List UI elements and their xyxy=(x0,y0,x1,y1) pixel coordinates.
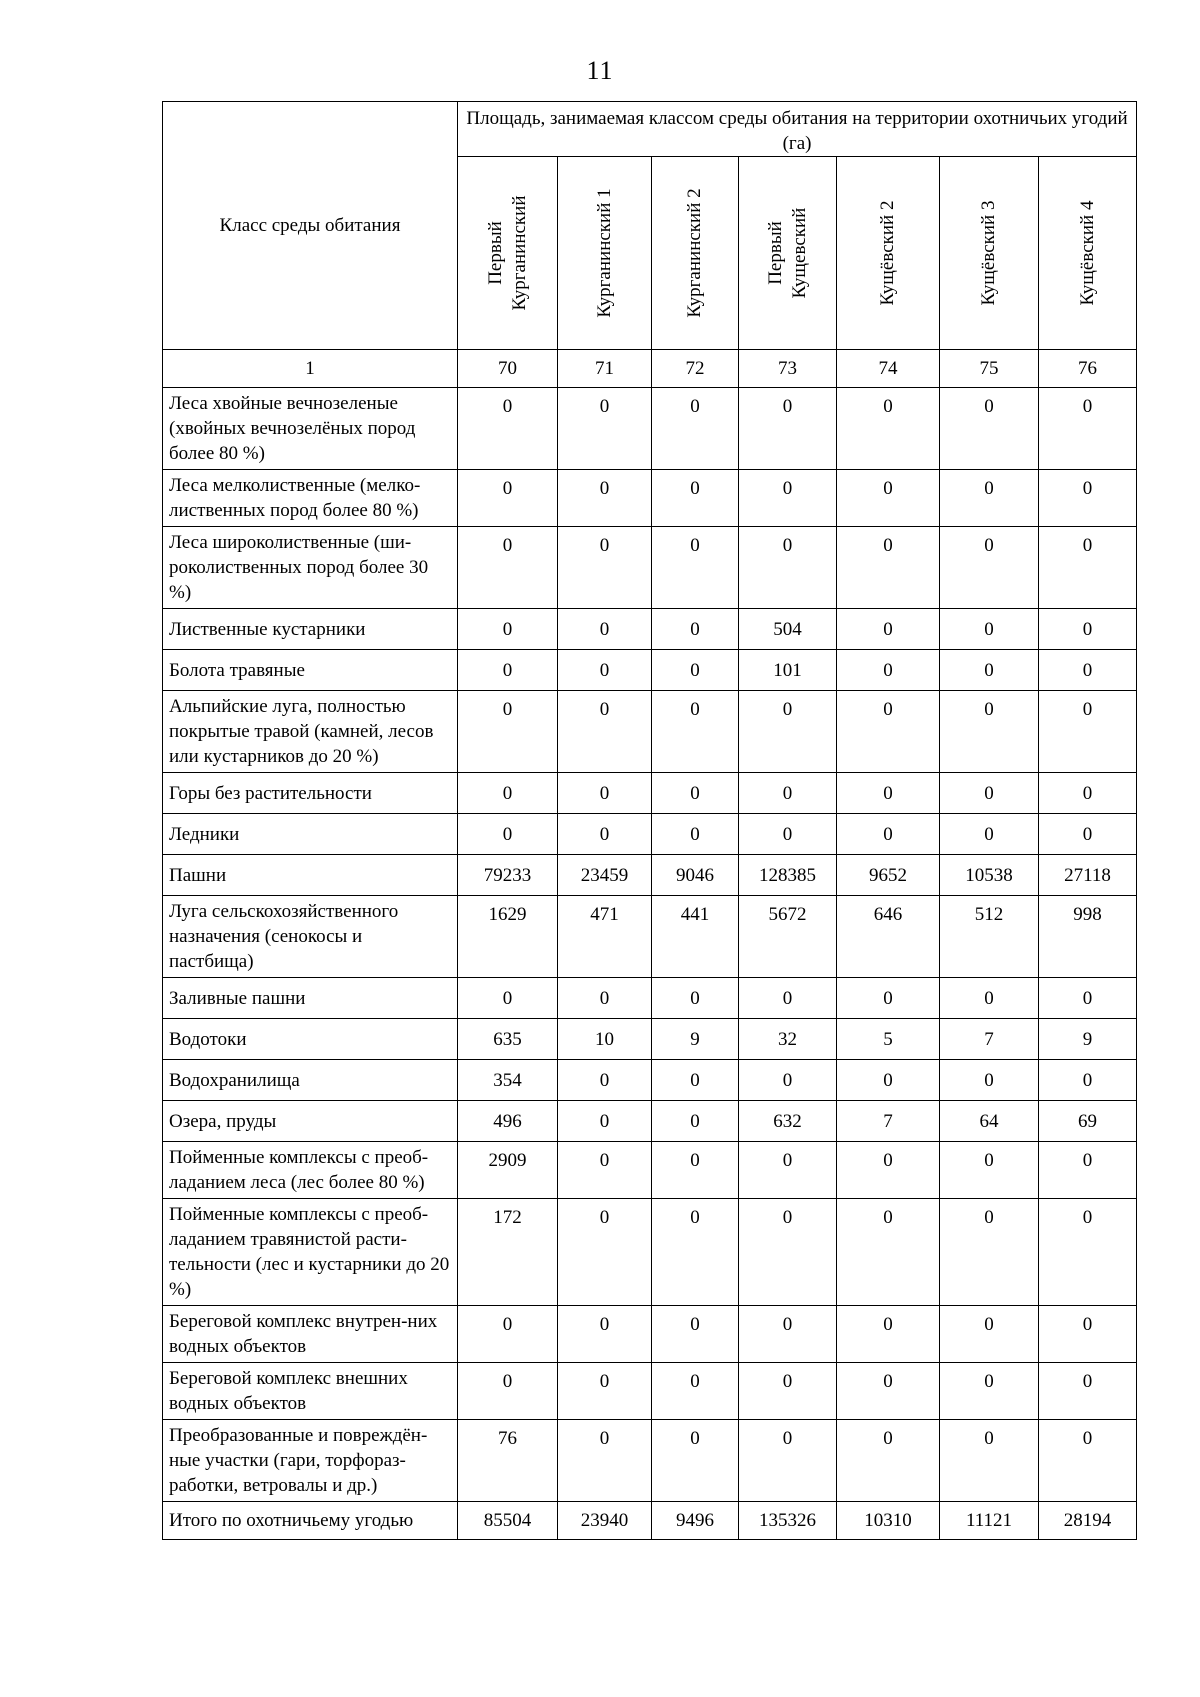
area-value: 0 xyxy=(1039,527,1137,609)
table-row xyxy=(163,855,1137,896)
habitat-class-name: Пойменные комплексы с преоб-ладанием леса (лес более 80 %) xyxy=(163,1142,458,1199)
total-value: 11121 xyxy=(940,1502,1039,1540)
area-value: 0 xyxy=(940,814,1039,855)
habitat-class-name: Горы без растительности xyxy=(163,773,458,814)
area-value: 0 xyxy=(558,691,652,773)
area-value: 0 xyxy=(458,691,558,773)
area-value: 0 xyxy=(652,1363,739,1420)
total-value: 9496 xyxy=(652,1502,739,1540)
area-value: 0 xyxy=(940,609,1039,650)
area-value: 0 xyxy=(1039,1306,1137,1363)
area-value: 0 xyxy=(1039,978,1137,1019)
column-number: 76 xyxy=(1039,350,1137,388)
area-value: 0 xyxy=(837,773,940,814)
area-value: 0 xyxy=(837,978,940,1019)
habitat-class-name: Водохранилища xyxy=(163,1060,458,1101)
area-value: 0 xyxy=(739,1060,837,1101)
area-value: 0 xyxy=(558,978,652,1019)
table-row xyxy=(163,896,1137,978)
area-value: 0 xyxy=(652,1420,739,1502)
area-value: 0 xyxy=(837,650,940,691)
area-value: 0 xyxy=(458,388,558,470)
area-value: 0 xyxy=(739,1306,837,1363)
area-value: 0 xyxy=(739,527,837,609)
area-value: 0 xyxy=(837,814,940,855)
area-value: 0 xyxy=(940,1060,1039,1101)
area-value: 0 xyxy=(940,978,1039,1019)
area-value: 0 xyxy=(739,1363,837,1420)
total-row xyxy=(163,1502,1137,1540)
area-value: 0 xyxy=(558,773,652,814)
area-value: 0 xyxy=(837,388,940,470)
habitat-class-name: Леса мелколиственные (мелко-лиственных пород более 80 %) xyxy=(163,470,458,527)
area-value: 0 xyxy=(940,773,1039,814)
table-row xyxy=(163,691,1137,773)
table-row xyxy=(163,388,1137,470)
table-row xyxy=(163,1363,1137,1420)
table-row xyxy=(163,1101,1137,1142)
total-value: 23940 xyxy=(558,1502,652,1540)
area-value: 0 xyxy=(837,527,940,609)
area-value: 0 xyxy=(1039,1142,1137,1199)
area-value: 0 xyxy=(1039,1363,1137,1420)
area-value: 64 xyxy=(940,1101,1039,1142)
area-value: 1629 xyxy=(458,896,558,978)
area-value: 0 xyxy=(458,1363,558,1420)
habitat-class-name: Альпийские луга, полностью покрытые травой (камней, лесов или кустарников до 20 %) xyxy=(163,691,458,773)
habitat-class-name: Пойменные комплексы с преоб-ладанием травянистой расти-тельности (лес и кустарники до 20 %) xyxy=(163,1199,458,1306)
area-value: 0 xyxy=(558,814,652,855)
area-value: 7 xyxy=(940,1019,1039,1060)
area-value: 0 xyxy=(652,650,739,691)
table-row xyxy=(163,1199,1137,1306)
area-value: 0 xyxy=(1039,1199,1137,1306)
habitat-class-name: Береговой комплекс внутрен-них водных объектов xyxy=(163,1306,458,1363)
habitat-class-name: Водотоки xyxy=(163,1019,458,1060)
table-row xyxy=(163,1306,1137,1363)
total-value: 28194 xyxy=(1039,1502,1137,1540)
area-value: 0 xyxy=(1039,691,1137,773)
area-value: 635 xyxy=(458,1019,558,1060)
area-value: 0 xyxy=(558,609,652,650)
area-value: 0 xyxy=(558,1199,652,1306)
area-value: 23459 xyxy=(558,855,652,896)
area-value: 0 xyxy=(1039,1420,1137,1502)
page-number: 11 xyxy=(586,56,614,85)
area-value: 0 xyxy=(1039,470,1137,527)
area-value: 0 xyxy=(739,691,837,773)
area-value: 0 xyxy=(837,691,940,773)
area-value: 5 xyxy=(837,1019,940,1060)
table-row xyxy=(163,527,1137,609)
area-value: 9 xyxy=(652,1019,739,1060)
area-value: 10538 xyxy=(940,855,1039,896)
area-value: 0 xyxy=(940,527,1039,609)
header-area-group: Площадь, занимаемая классом среды обитания на территории охотничьих угодий (га) xyxy=(458,102,1137,157)
table-row xyxy=(163,1019,1137,1060)
column-header xyxy=(837,157,940,350)
habitat-class-name: Луга сельскохозяйственного назначения (сенокосы и пастбища) xyxy=(163,896,458,978)
area-value: 0 xyxy=(739,1199,837,1306)
area-value: 172 xyxy=(458,1199,558,1306)
area-value: 0 xyxy=(652,470,739,527)
area-value: 0 xyxy=(739,1420,837,1502)
area-value: 0 xyxy=(739,773,837,814)
column-number: 70 xyxy=(458,350,558,388)
area-value: 0 xyxy=(940,691,1039,773)
table-row xyxy=(163,650,1137,691)
column-header xyxy=(558,157,652,350)
habitat-class-name: Леса широколиственные (ши-роколиственных пород более 30 %) xyxy=(163,527,458,609)
table-row xyxy=(163,470,1137,527)
area-value: 9046 xyxy=(652,855,739,896)
area-value: 0 xyxy=(558,1420,652,1502)
area-value: 0 xyxy=(1039,814,1137,855)
area-value: 0 xyxy=(1039,388,1137,470)
area-value: 0 xyxy=(652,1142,739,1199)
area-value: 0 xyxy=(940,388,1039,470)
habitat-class-name: Болота травяные xyxy=(163,650,458,691)
area-value: 0 xyxy=(837,1199,940,1306)
column-number: 73 xyxy=(739,350,837,388)
total-value: 85504 xyxy=(458,1502,558,1540)
header-habitat-class: Класс среды обитания xyxy=(163,102,458,350)
column-header-label: Кущёвский 4 xyxy=(1076,200,1098,306)
area-value: 0 xyxy=(558,1060,652,1101)
area-value: 2909 xyxy=(458,1142,558,1199)
area-value: 0 xyxy=(458,609,558,650)
table-row xyxy=(163,1142,1137,1199)
column-number-row xyxy=(163,350,1137,388)
area-value: 0 xyxy=(652,773,739,814)
area-value: 0 xyxy=(739,978,837,1019)
area-value: 0 xyxy=(739,814,837,855)
area-value: 0 xyxy=(558,1101,652,1142)
column-header xyxy=(940,157,1039,350)
area-value: 0 xyxy=(558,650,652,691)
area-value: 0 xyxy=(837,609,940,650)
column-header-label: Первый Курганинский xyxy=(484,195,530,311)
total-value: 10310 xyxy=(837,1502,940,1540)
area-value: 0 xyxy=(940,470,1039,527)
area-value: 504 xyxy=(739,609,837,650)
total-value: 135326 xyxy=(739,1502,837,1540)
total-label: Итого по охотничьему угодью xyxy=(163,1502,458,1540)
area-value: 0 xyxy=(558,388,652,470)
area-value: 0 xyxy=(652,388,739,470)
table-row xyxy=(163,773,1137,814)
area-value: 496 xyxy=(458,1101,558,1142)
area-value: 0 xyxy=(558,1363,652,1420)
area-value: 0 xyxy=(940,1306,1039,1363)
area-value: 0 xyxy=(837,1363,940,1420)
habitat-class-name: Ледники xyxy=(163,814,458,855)
area-value: 471 xyxy=(558,896,652,978)
area-value: 0 xyxy=(652,814,739,855)
column-header-label: Кущёвский 3 xyxy=(978,200,999,306)
habitat-class-name: Преобразованные и повреждён-ные участки (гари, торфораз-работки, ветровалы и др.) xyxy=(163,1420,458,1502)
column-number: 74 xyxy=(837,350,940,388)
area-value: 0 xyxy=(558,1142,652,1199)
area-value: 27118 xyxy=(1039,855,1137,896)
column-header xyxy=(652,157,739,350)
area-value: 0 xyxy=(558,527,652,609)
area-value: 9652 xyxy=(837,855,940,896)
column-number: 1 xyxy=(163,350,458,388)
area-value: 0 xyxy=(1039,609,1137,650)
area-value: 76 xyxy=(458,1420,558,1502)
area-value: 0 xyxy=(652,1101,739,1142)
table-row xyxy=(163,1420,1137,1502)
area-value: 10 xyxy=(558,1019,652,1060)
area-value: 0 xyxy=(652,1199,739,1306)
area-value: 79233 xyxy=(458,855,558,896)
area-value: 0 xyxy=(940,1142,1039,1199)
area-value: 0 xyxy=(1039,773,1137,814)
habitat-area-table xyxy=(162,101,1137,1540)
column-number: 71 xyxy=(558,350,652,388)
area-value: 0 xyxy=(558,1306,652,1363)
area-value: 646 xyxy=(837,896,940,978)
area-value: 0 xyxy=(652,527,739,609)
column-header-label: Кущёвский 2 xyxy=(877,200,898,306)
habitat-class-name: Заливные пашни xyxy=(163,978,458,1019)
area-value: 0 xyxy=(458,773,558,814)
column-header-label: Курганинский 2 xyxy=(684,188,705,318)
habitat-class-name: Леса хвойные вечнозеленые (хвойных вечнозелёных пород более 80 %) xyxy=(163,388,458,470)
area-value: 7 xyxy=(837,1101,940,1142)
column-number: 72 xyxy=(652,350,739,388)
area-value: 0 xyxy=(458,814,558,855)
table-row xyxy=(163,978,1137,1019)
area-value: 0 xyxy=(837,1060,940,1101)
area-value: 0 xyxy=(940,650,1039,691)
area-value: 0 xyxy=(837,1142,940,1199)
area-value: 0 xyxy=(558,470,652,527)
area-value: 998 xyxy=(1039,896,1137,978)
area-value: 0 xyxy=(940,1199,1039,1306)
area-value: 0 xyxy=(652,691,739,773)
habitat-class-name: Лиственные кустарники xyxy=(163,609,458,650)
area-value: 0 xyxy=(1039,650,1137,691)
area-value: 354 xyxy=(458,1060,558,1101)
area-value: 0 xyxy=(739,470,837,527)
area-value: 0 xyxy=(837,1306,940,1363)
column-header-label: Курганинский 1 xyxy=(593,188,615,318)
area-value: 441 xyxy=(652,896,739,978)
column-header xyxy=(458,157,558,350)
column-number: 75 xyxy=(940,350,1039,388)
area-value: 512 xyxy=(940,896,1039,978)
area-value: 0 xyxy=(940,1363,1039,1420)
area-value: 0 xyxy=(652,978,739,1019)
area-value: 69 xyxy=(1039,1101,1137,1142)
area-value: 0 xyxy=(652,1306,739,1363)
area-value: 632 xyxy=(739,1101,837,1142)
habitat-class-name: Пашни xyxy=(163,855,458,896)
area-value: 0 xyxy=(652,1060,739,1101)
column-header xyxy=(1039,157,1137,350)
area-value: 0 xyxy=(739,388,837,470)
area-value: 0 xyxy=(940,1420,1039,1502)
area-value: 0 xyxy=(458,527,558,609)
column-header xyxy=(739,157,837,350)
area-value: 0 xyxy=(458,978,558,1019)
area-value: 0 xyxy=(458,650,558,691)
area-value: 5672 xyxy=(739,896,837,978)
area-value: 0 xyxy=(652,609,739,650)
area-value: 0 xyxy=(837,1420,940,1502)
area-value: 0 xyxy=(458,470,558,527)
area-value: 128385 xyxy=(739,855,837,896)
area-value: 9 xyxy=(1039,1019,1137,1060)
area-value: 101 xyxy=(739,650,837,691)
area-value: 0 xyxy=(739,1142,837,1199)
habitat-class-name: Береговой комплекс внешних водных объектов xyxy=(163,1363,458,1420)
column-header-label: Первый Кущевский xyxy=(764,207,810,299)
area-value: 32 xyxy=(739,1019,837,1060)
table-row xyxy=(163,814,1137,855)
area-value: 0 xyxy=(837,470,940,527)
area-value: 0 xyxy=(1039,1060,1137,1101)
area-value: 0 xyxy=(458,1306,558,1363)
table-row xyxy=(163,609,1137,650)
table-row xyxy=(163,1060,1137,1101)
habitat-class-name: Озера, пруды xyxy=(163,1101,458,1142)
